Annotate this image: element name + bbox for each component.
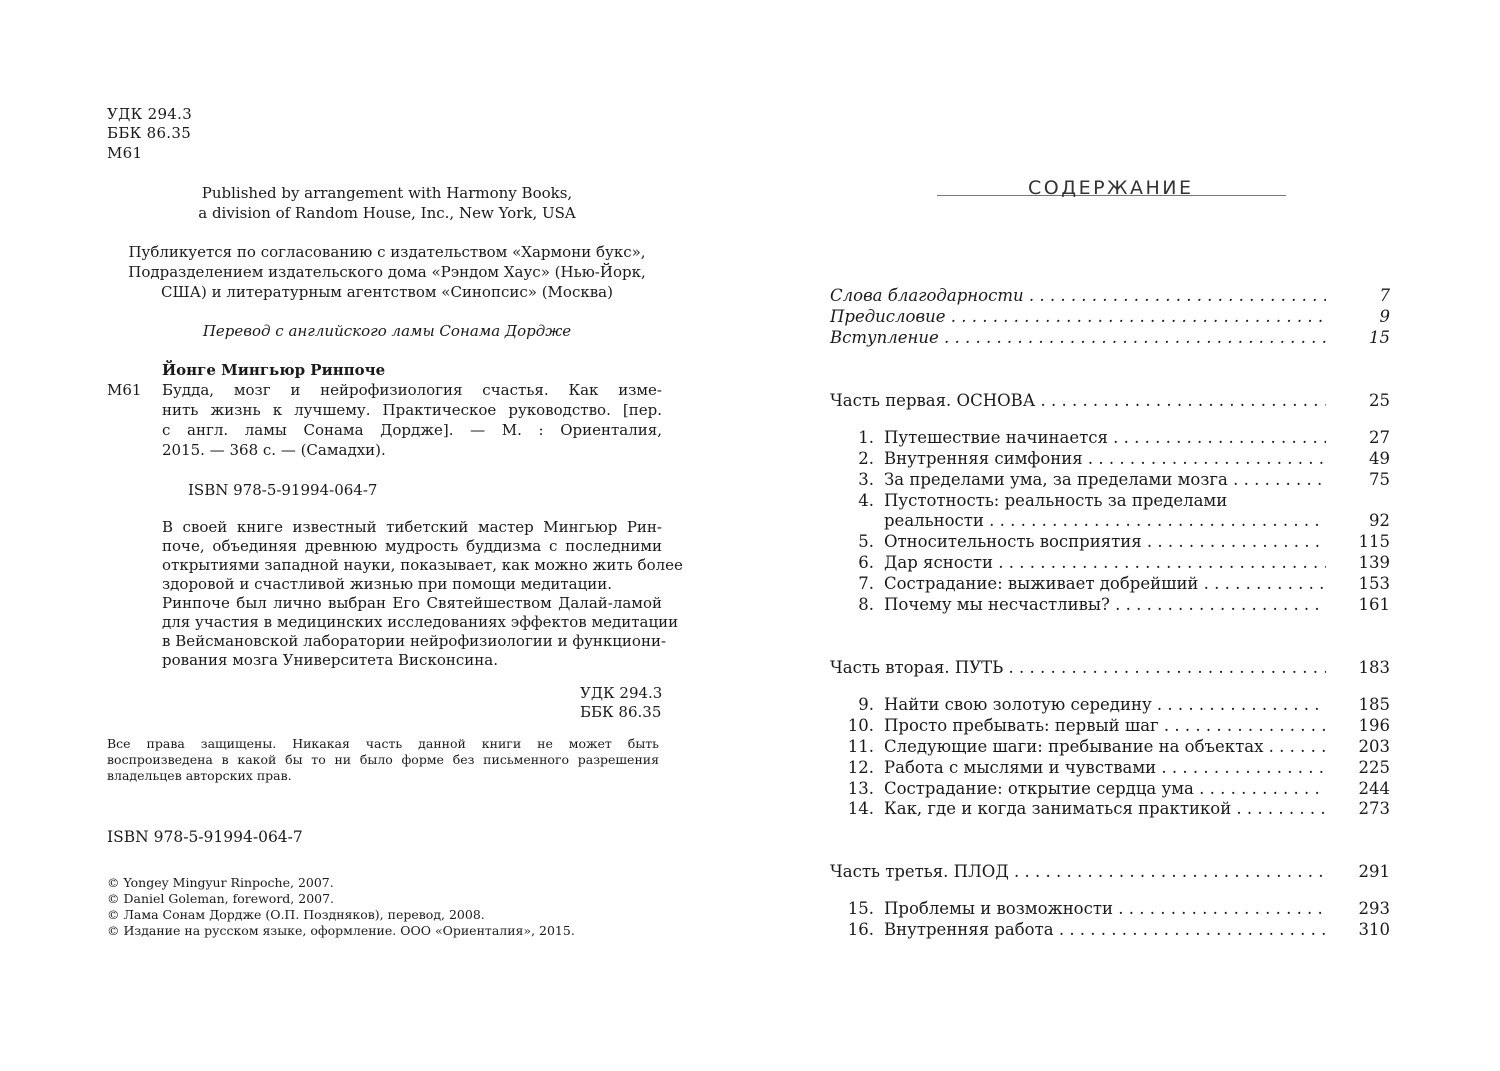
toc-chapter-number: 3. (858, 470, 874, 489)
toc-chapter (830, 715, 1390, 736)
copyright-line: © Yongey Mingyur Rinpoche, 2007. (107, 875, 334, 890)
published-line: Published by arrangement with Harmony Books, (201, 184, 573, 202)
rights-line: владельцев авторских прав. (107, 768, 292, 783)
toc-part-page: 183 (1358, 658, 1390, 677)
toc-chapter-title: Почему мы несчастливы? . . . (884, 594, 1326, 615)
bbk-code: ББК 86.35 (580, 703, 662, 721)
biblio-line: с англ. ламы Сонама Дордже]. — М. : Ориенталия, (162, 421, 662, 439)
toc-entry-page: 15 (1369, 328, 1390, 347)
toc-chapter-page: 273 (1358, 799, 1390, 818)
toc-chapter-page: 75 (1369, 470, 1390, 489)
copyright-line: © Daniel Goleman, foreword, 2007. (107, 891, 335, 906)
toc-chapter-title: Следующие шаги: пребывание на объектах . . . (884, 736, 1326, 757)
toc-chapter-number: 9. (858, 695, 874, 714)
toc-chapter-title: Внутренняя работа . . . (884, 919, 1326, 940)
toc-part-heading (830, 657, 1390, 678)
toc-chapter (830, 778, 1390, 799)
toc-chapter-page: 203 (1358, 737, 1390, 756)
toc-chapter-number: 2. (858, 449, 874, 468)
toc-chapter (830, 531, 1390, 552)
toc-chapter-title: Пустотность: реальность за пределами (884, 491, 1228, 510)
biblio-line: Будда, мозг и нейрофизиология счастья. Как изме- (162, 381, 662, 399)
toc-chapter-page: 161 (1358, 595, 1390, 614)
toc-chapter-title: Работа с мыслями и чувствами . . . (884, 757, 1326, 778)
abstract-line: поче, объединяя древнюю мудрость буддизма с последними (162, 537, 662, 555)
toc-chapter-page: 225 (1358, 758, 1390, 777)
toc-chapter (830, 736, 1390, 757)
toc-front-entry (830, 285, 1390, 306)
author-name: Йонге Мингьюр Ринпоче (162, 361, 386, 379)
toc-chapter-title: Проблемы и возможности . . . (884, 898, 1326, 919)
isbn-main: ISBN 978-5-91994-064-7 (107, 828, 303, 846)
abstract-line: в Вейсмановской лаборатории нейрофизиологии и функциони- (162, 632, 667, 650)
toc-chapter-number: 7. (858, 574, 874, 593)
toc-chapter-number: 14. (847, 799, 874, 818)
toc-chapter-page: 244 (1358, 779, 1390, 798)
toc-chapter-page: 139 (1358, 553, 1390, 572)
abstract-line: Ринпоче был лично выбран Его Святейшеством Далай-ламой (162, 594, 662, 612)
toc-chapter-page: 115 (1358, 532, 1390, 551)
toc-chapter (830, 448, 1390, 469)
toc-entry-title: Предисловие . . . (830, 306, 1326, 327)
toc-chapter-title: За пределами ума, за пределами мозга . . . (884, 469, 1326, 490)
toc-chapter (830, 552, 1390, 573)
bbk-code: ББК 86.35 (107, 124, 192, 142)
toc-chapter-number: 13. (847, 779, 874, 798)
toc-chapter-title: Просто пребывать: первый шаг . . . (884, 715, 1326, 736)
toc-entry-title: Слова благодарности . . . (830, 285, 1326, 306)
toc-chapter (830, 798, 1390, 819)
toc-chapter (830, 573, 1390, 594)
toc-entry-page: 7 (1379, 286, 1390, 305)
toc-part-heading (830, 861, 1390, 882)
toc-chapter-number: 6. (858, 553, 874, 572)
toc-part-page: 25 (1369, 391, 1390, 410)
toc-chapter-number: 4. (858, 491, 874, 510)
toc-chapter-page: 49 (1369, 449, 1390, 468)
ru-published-line: США) и литературным агентством «Синопсис» (Москва) (161, 283, 613, 301)
toc-chapter-title: Как, где и когда заниматься практикой . . . (884, 798, 1326, 819)
translation-credit: Перевод с английского ламы Сонама Дордже (202, 322, 572, 340)
biblio-line: 2015. — 368 с. — (Самадхи). (162, 441, 386, 459)
toc-entry-page: 9 (1379, 307, 1390, 326)
toc-chapter (830, 427, 1390, 448)
toc-chapter-number: 16. (847, 920, 874, 939)
contents-page (750, 0, 1500, 1071)
author-mark: М61 (107, 381, 142, 399)
toc-chapter-page: 153 (1358, 574, 1390, 593)
toc-chapter-page: 293 (1358, 899, 1390, 918)
toc-chapter-title: реальности . . . (884, 510, 1326, 531)
toc-chapter (830, 898, 1390, 919)
toc-chapter-number: 10. (847, 716, 874, 735)
toc-chapter-title: Путешествие начинается . . . (884, 427, 1326, 448)
toc-chapter (830, 490, 1390, 511)
abstract-line: для участия в медицинских исследованиях эффектов медитации (162, 613, 679, 631)
author-mark: М61 (107, 144, 143, 162)
rights-line: воспроизведена в какой бы то ни было форме без письменного разрешения (107, 752, 659, 767)
toc-entry-title: Вступление . . . (830, 327, 1326, 348)
abstract-line: здоровой и счастливой жизнью при помощи медитации. (162, 575, 613, 593)
biblio-line: нить жизнь к лучшему. Практическое руководство. [пер. (162, 401, 662, 419)
toc-chapter (830, 694, 1390, 715)
toc-chapter-title: Сострадание: выживает добрейший . . . (884, 573, 1326, 594)
toc-chapter-page: 185 (1358, 695, 1390, 714)
toc-chapter (830, 919, 1390, 940)
toc-chapter-page: 27 (1369, 428, 1390, 447)
toc-chapter-title: Дар ясности . . . (884, 552, 1326, 573)
rights-line: Все права защищены. Никакая часть данной книги не может быть (107, 736, 659, 751)
toc-chapter (830, 594, 1390, 615)
toc-part-title: Часть вторая. ПУТЬ . . . (830, 657, 1326, 678)
abstract-line: рования мозга Университета Висконсина. (162, 651, 498, 669)
toc-chapter-title: Внутренняя симфония . . . (884, 448, 1326, 469)
toc-part-page: 291 (1358, 862, 1390, 881)
toc-chapter-page: 196 (1358, 716, 1390, 735)
toc-front-entry (830, 327, 1390, 348)
toc-chapter-number: 5. (858, 532, 874, 551)
toc-chapter-title: Сострадание: открытие сердца ума . . . (884, 778, 1326, 799)
toc-chapter-number: 1. (858, 428, 874, 447)
published-line: a division of Random House, Inc., New York, USA (198, 204, 576, 222)
toc-part-title: Часть первая. ОСНОВА . . . (830, 390, 1326, 411)
toc-part-title: Часть третья. ПЛОД . . . (830, 861, 1326, 882)
toc-part-heading (830, 390, 1390, 411)
toc-chapter-number: 8. (858, 595, 874, 614)
abstract-line: открытиями западной науки, показывает, как можно жить более (162, 556, 683, 574)
toc-chapter-number: 11. (847, 737, 874, 756)
toc-chapter (830, 757, 1390, 778)
ru-published-line: Подразделением издательского дома «Рэндом Хаус» (Нью-Йорк, (128, 263, 646, 281)
toc-chapter-page: 92 (1369, 511, 1390, 530)
isbn-entry: ISBN 978-5-91994-064-7 (188, 481, 378, 499)
toc-chapter-number: 15. (847, 899, 874, 918)
toc-chapter-title: Относительность восприятия . . . (884, 531, 1326, 552)
toc-chapter (830, 469, 1390, 490)
copyright-line: © Лама Сонам Дордже (О.П. Поздняков), перевод, 2008. (107, 907, 485, 922)
copyright-line: © Издание на русском языке, оформление. ООО «Ориенталия», 2015. (107, 923, 575, 938)
toc-chapter-title: Найти свою золотую середину . . . (884, 694, 1326, 715)
ru-published-line: Публикуется по согласованию с издательством «Хармони букс», (128, 243, 646, 261)
toc-chapter-number: 12. (847, 758, 874, 777)
udk-code: УДК 294.3 (107, 105, 193, 123)
toc-front-entry (830, 306, 1390, 327)
toc-chapter-continuation (830, 510, 1390, 531)
contents-title: СОДЕРЖАНИЕ (1028, 177, 1194, 199)
abstract-line: В своей книге известный тибетский мастер Мингьюр Рин- (162, 518, 662, 536)
toc-chapter-page: 310 (1358, 920, 1390, 939)
udk-code: УДК 294.3 (580, 684, 663, 702)
